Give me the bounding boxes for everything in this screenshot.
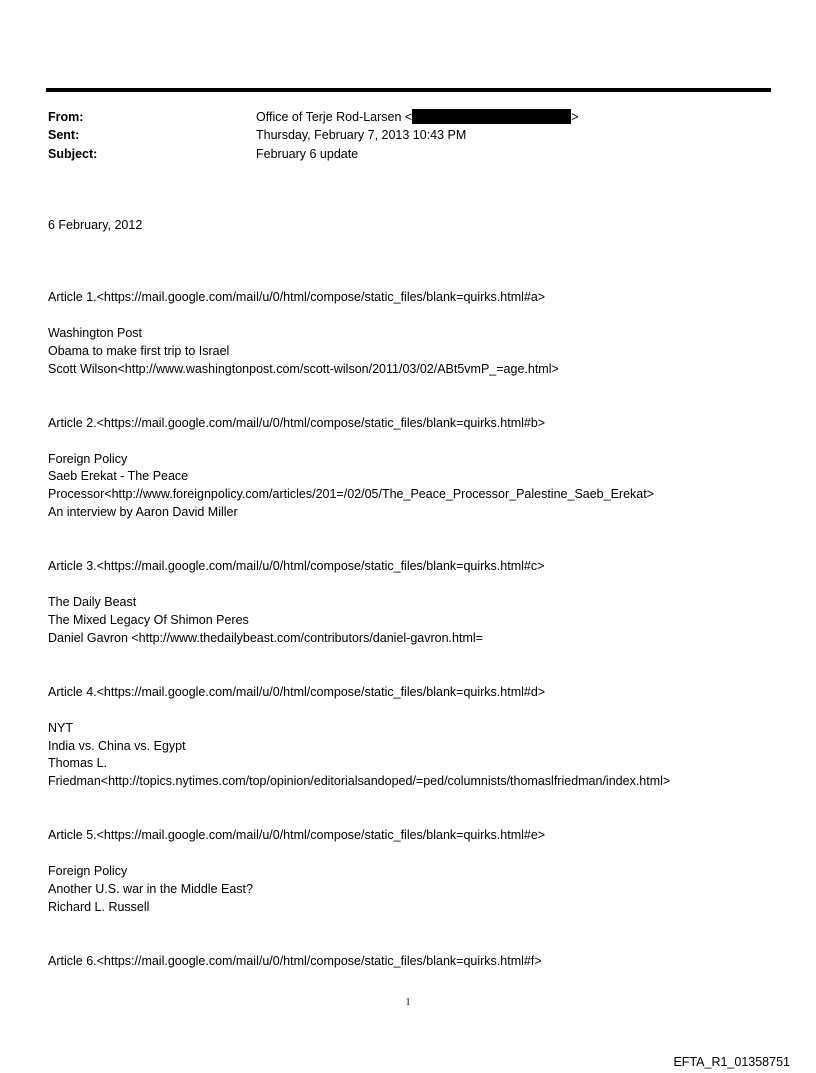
article-1-title: Obama to make first trip to Israel bbox=[48, 344, 230, 358]
from-value-suffix: > bbox=[571, 110, 579, 124]
date-line: 6 February, 2012 bbox=[48, 218, 143, 232]
article-1-author: Scott Wilson<http://www.washingtonpost.com/scott-wilson/2011/03/02/ABt5vmP_=age.html> bbox=[48, 362, 559, 376]
article-3-link: Article 3.<https://mail.google.com/mail/u/0/html/compose/static_files/blank=quirks.html#c> bbox=[48, 559, 545, 573]
article-3-title: The Mixed Legacy Of Shimon Peres bbox=[48, 613, 249, 627]
subject-label: Subject: bbox=[48, 147, 98, 161]
article-2-title-cont: Processor<http://www.foreignpolicy.com/articles/201=/02/05/The_Peace_Processor_Palestine_Saeb_Erekat> bbox=[48, 487, 655, 501]
article-2-source: Foreign Policy bbox=[48, 452, 128, 466]
from-value-prefix: Office of Terje Rod-Larsen < bbox=[256, 110, 413, 124]
sent-row bbox=[48, 126, 768, 144]
article-3-author: Daniel Gavron <http://www.thedailybeast.com/contributors/daniel-gavron.html= bbox=[48, 631, 483, 645]
article-4-author: Thomas L. bbox=[48, 756, 108, 770]
article-2-author: An interview by Aaron David Miller bbox=[48, 505, 238, 519]
article-4-author-cont: Friedman<http://topics.nytimes.com/top/opinion/editorialsandoped/=ped/columnists/thomaslfriedman/index.html> bbox=[48, 774, 671, 788]
sent-value: Thursday, February 7, 2013 10:43 PM bbox=[256, 128, 467, 142]
article-4-title: India vs. China vs. Egypt bbox=[48, 739, 186, 753]
article-5-title: Another U.S. war in the Middle East? bbox=[48, 882, 253, 896]
article-3-source: The Daily Beast bbox=[48, 595, 137, 609]
article-5-source: Foreign Policy bbox=[48, 864, 128, 878]
subject-value: February 6 update bbox=[256, 147, 359, 161]
article-4-source: NYT bbox=[48, 721, 73, 735]
article-2-title: Saeb Erekat - The Peace bbox=[48, 469, 189, 483]
article-2-link: Article 2.<https://mail.google.com/mail/u/0/html/compose/static_files/blank=quirks.html#b> bbox=[48, 416, 546, 430]
article-1-source: Washington Post bbox=[48, 326, 143, 340]
document-id: EFTA_R1_01358751 bbox=[673, 1055, 790, 1069]
article-1-link: Article 1.<https://mail.google.com/mail/u/0/html/compose/static_files/blank=quirks.html#a> bbox=[48, 290, 546, 304]
sent-label: Sent: bbox=[48, 128, 80, 142]
redaction-block bbox=[412, 109, 571, 124]
page-number: 1 bbox=[405, 997, 411, 1008]
article-4-link: Article 4.<https://mail.google.com/mail/u/0/html/compose/static_files/blank=quirks.html#d> bbox=[48, 685, 546, 699]
header-rule bbox=[46, 88, 771, 92]
article-6-link: Article 6.<https://mail.google.com/mail/u/0/html/compose/static_files/blank=quirks.html#f> bbox=[48, 954, 542, 968]
article-5-author: Richard L. Russell bbox=[48, 900, 150, 914]
from-value bbox=[256, 108, 579, 126]
subject-row bbox=[48, 145, 768, 163]
article-5-link: Article 5.<https://mail.google.com/mail/u/0/html/compose/static_files/blank=quirks.html#e> bbox=[48, 828, 546, 842]
from-row bbox=[48, 108, 768, 126]
from-label: From: bbox=[48, 110, 84, 124]
